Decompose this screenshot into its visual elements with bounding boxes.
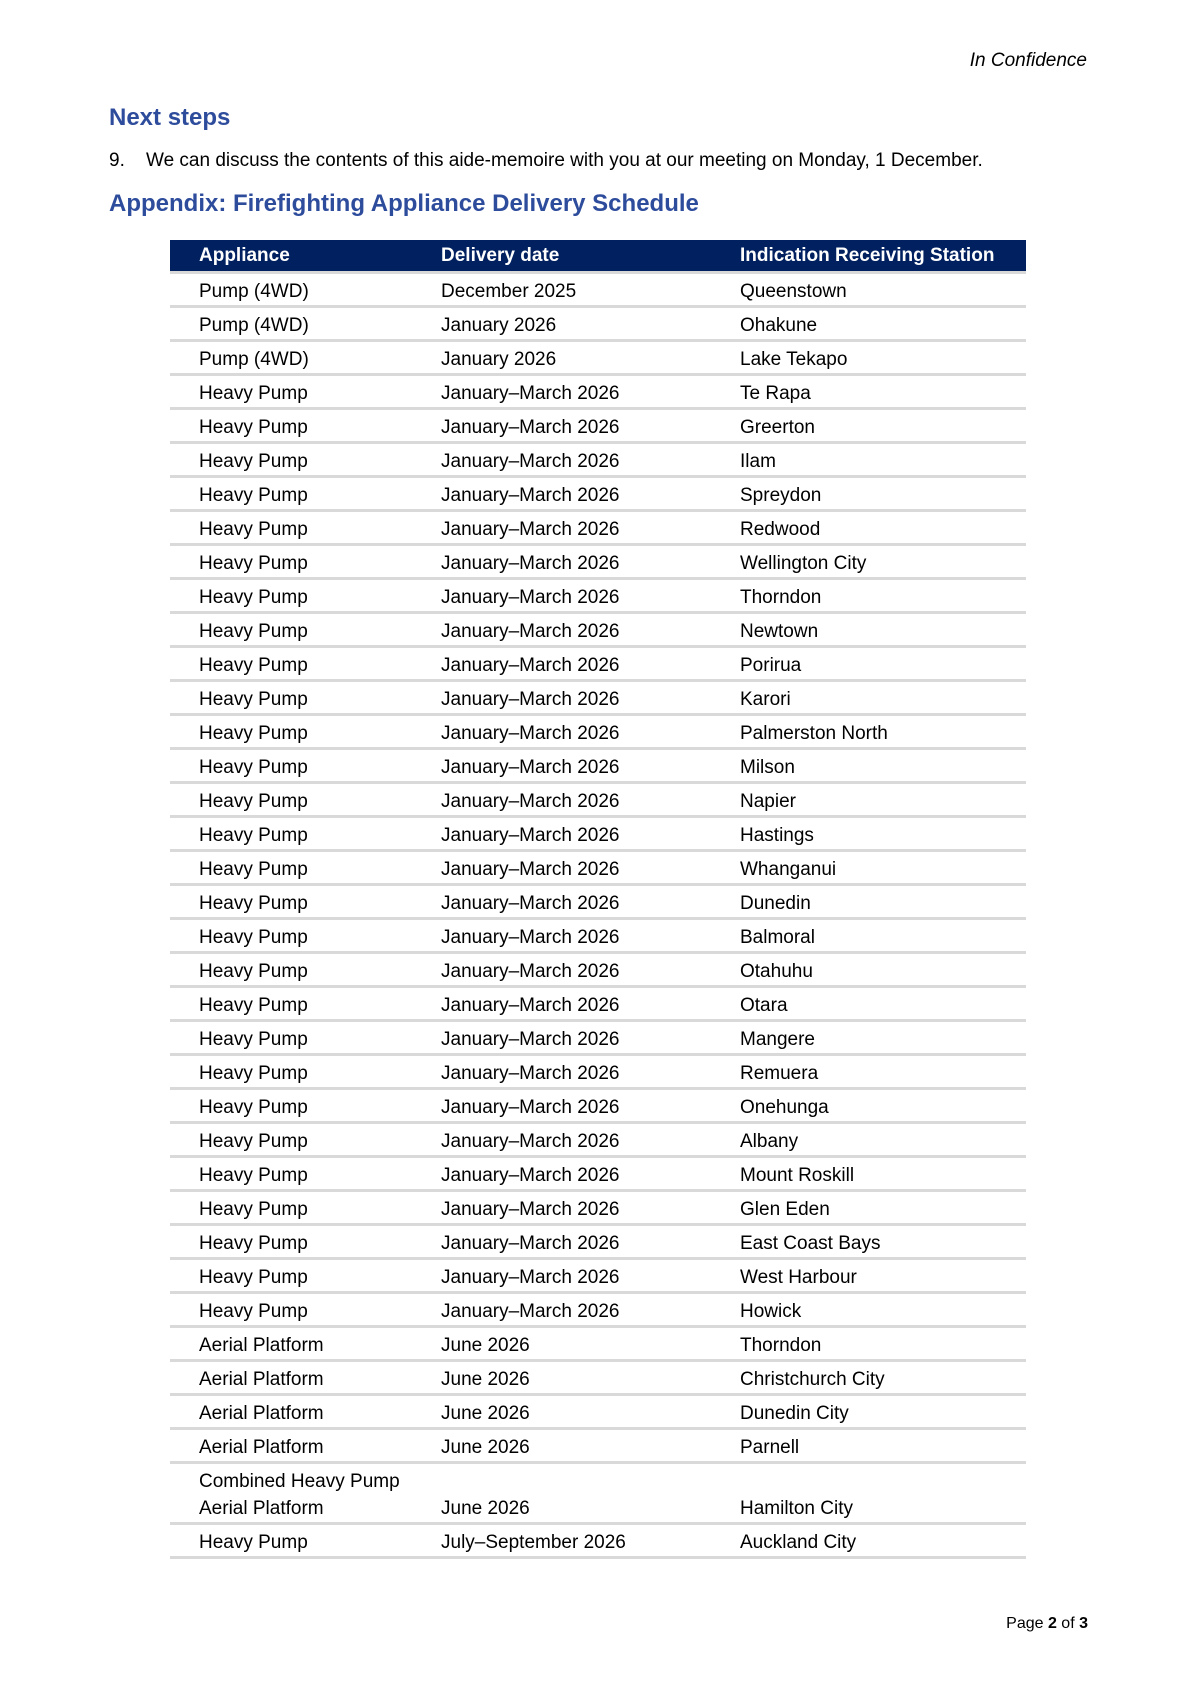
delivery-date-cell: January–March 2026 [412, 579, 711, 613]
table-row [170, 817, 1026, 851]
delivery-date-cell: January–March 2026 [412, 545, 711, 579]
delivery-date-cell: January–March 2026 [412, 1225, 711, 1259]
station-cell: Glen Eden [711, 1191, 1026, 1225]
table-row [170, 273, 1026, 307]
station-cell: Otahuhu [711, 953, 1026, 987]
station-cell: Spreydon [711, 477, 1026, 511]
next-steps-heading: Next steps [109, 104, 231, 131]
delivery-date-cell: January–March 2026 [412, 375, 711, 409]
next-steps-item [109, 150, 983, 172]
appliance-cell: Heavy Pump [170, 817, 412, 851]
appliance-cell: Heavy Pump [170, 613, 412, 647]
appliance-cell: Heavy Pump [170, 1225, 412, 1259]
table-row [170, 885, 1026, 919]
station-cell: Hastings [711, 817, 1026, 851]
table-row [170, 1123, 1026, 1157]
table-row [170, 647, 1026, 681]
table-row [170, 307, 1026, 341]
appliance-cell: Heavy Pump [170, 375, 412, 409]
delivery-date-cell: January–March 2026 [412, 783, 711, 817]
appliance-cell: Heavy Pump [170, 1293, 412, 1327]
appliance-cell: Heavy Pump [170, 681, 412, 715]
column-header-station: Indication Receiving Station [711, 240, 1026, 273]
table-row [170, 987, 1026, 1021]
page-current: 2 [1047, 1615, 1057, 1632]
station-cell: West Harbour [711, 1259, 1026, 1293]
appliance-cell: Heavy Pump [170, 477, 412, 511]
table-row [170, 1361, 1026, 1395]
delivery-date-cell: June 2026 [412, 1395, 711, 1429]
station-cell: Whanganui [711, 851, 1026, 885]
table-row [170, 1327, 1026, 1361]
table-row [170, 375, 1026, 409]
delivery-date-cell: January–March 2026 [412, 817, 711, 851]
appliance-cell: Pump (4WD) [170, 341, 412, 375]
station-cell: Onehunga [711, 1089, 1026, 1123]
delivery-date-cell: January–March 2026 [412, 987, 711, 1021]
station-cell: Lake Tekapo [711, 341, 1026, 375]
table-row [170, 1259, 1026, 1293]
table-row [170, 511, 1026, 545]
station-cell: Wellington City [711, 545, 1026, 579]
station-cell: Ohakune [711, 307, 1026, 341]
page-total: 3 [1079, 1615, 1088, 1632]
table-row [170, 341, 1026, 375]
delivery-date-cell: January 2026 [412, 307, 711, 341]
table-row [170, 443, 1026, 477]
table-row [170, 409, 1026, 443]
table-row [170, 953, 1026, 987]
station-cell: Thorndon [711, 1327, 1026, 1361]
appliance-cell: Heavy Pump [170, 749, 412, 783]
table-row [170, 1395, 1026, 1429]
delivery-date-cell: January–March 2026 [412, 443, 711, 477]
station-cell: Karori [711, 681, 1026, 715]
station-cell: Milson [711, 749, 1026, 783]
appliance-cell: Heavy Pump [170, 579, 412, 613]
table-row [170, 545, 1026, 579]
station-cell: Palmerston North [711, 715, 1026, 749]
page-of: of [1056, 1615, 1080, 1632]
table-row [170, 1157, 1026, 1191]
table-row [170, 1191, 1026, 1225]
delivery-date-cell: January–March 2026 [412, 1123, 711, 1157]
station-cell: Mount Roskill [711, 1157, 1026, 1191]
delivery-date-cell: January–March 2026 [412, 885, 711, 919]
classification-label: In Confidence [969, 50, 1087, 71]
table-header-row [170, 240, 1026, 273]
delivery-date-cell: January–March 2026 [412, 1089, 711, 1123]
appliance-cell: Heavy Pump [170, 885, 412, 919]
station-cell: Ilam [711, 443, 1026, 477]
delivery-date-cell: January 2026 [412, 341, 711, 375]
station-cell: Napier [711, 783, 1026, 817]
station-cell: Dunedin [711, 885, 1026, 919]
appliance-cell: Heavy Pump [170, 1191, 412, 1225]
delivery-date-cell: January–March 2026 [412, 613, 711, 647]
delivery-date-cell: June 2026 [412, 1361, 711, 1395]
table-row [170, 783, 1026, 817]
station-cell: Albany [711, 1123, 1026, 1157]
table-row [170, 1293, 1026, 1327]
station-cell: Christchurch City [711, 1361, 1026, 1395]
table-row [170, 749, 1026, 783]
station-cell: East Coast Bays [711, 1225, 1026, 1259]
table-row [170, 1021, 1026, 1055]
appliance-cell: Heavy Pump [170, 1089, 412, 1123]
station-cell: Mangere [711, 1021, 1026, 1055]
station-cell: Greerton [711, 409, 1026, 443]
appliance-cell: Heavy Pump [170, 511, 412, 545]
station-cell: Balmoral [711, 919, 1026, 953]
delivery-date-cell: January–March 2026 [412, 409, 711, 443]
appliance-cell: Aerial Platform [170, 1327, 412, 1361]
station-cell: Thorndon [711, 579, 1026, 613]
table-row [170, 681, 1026, 715]
station-cell: Parnell [711, 1429, 1026, 1463]
delivery-date-cell: January–March 2026 [412, 749, 711, 783]
appliance-cell: Heavy Pump [170, 953, 412, 987]
delivery-date-cell: January–March 2026 [412, 1055, 711, 1089]
page-number [1006, 1615, 1088, 1633]
table-row [170, 1055, 1026, 1089]
appliance-cell: Pump (4WD) [170, 273, 412, 307]
appliance-cell: Heavy Pump [170, 1524, 412, 1558]
delivery-date-cell: January–March 2026 [412, 953, 711, 987]
appliance-cell: Heavy Pump [170, 443, 412, 477]
appliance-cell: Heavy Pump [170, 987, 412, 1021]
table-row [170, 1089, 1026, 1123]
appliance-cell: Combined Heavy Pump Aerial Platform [170, 1463, 412, 1524]
station-cell: Otara [711, 987, 1026, 1021]
station-cell: Auckland City [711, 1524, 1026, 1558]
appliance-cell: Aerial Platform [170, 1361, 412, 1395]
station-cell: Newtown [711, 613, 1026, 647]
appliance-cell: Heavy Pump [170, 715, 412, 749]
delivery-date-cell: June 2026 [412, 1463, 711, 1524]
delivery-date-cell: January–March 2026 [412, 919, 711, 953]
appliance-cell: Aerial Platform [170, 1429, 412, 1463]
delivery-date-cell: January–March 2026 [412, 1259, 711, 1293]
table-row [170, 477, 1026, 511]
delivery-date-cell: January–March 2026 [412, 715, 711, 749]
appliance-cell: Pump (4WD) [170, 307, 412, 341]
appliance-cell: Heavy Pump [170, 647, 412, 681]
table-row [170, 1225, 1026, 1259]
delivery-date-cell: July–September 2026 [412, 1524, 711, 1558]
table-row [170, 919, 1026, 953]
station-cell: Remuera [711, 1055, 1026, 1089]
station-cell: Howick [711, 1293, 1026, 1327]
appliance-cell: Heavy Pump [170, 409, 412, 443]
delivery-date-cell: January–March 2026 [412, 1021, 711, 1055]
page-prefix: Page [1006, 1615, 1048, 1632]
delivery-date-cell: January–March 2026 [412, 511, 711, 545]
delivery-date-cell: January–March 2026 [412, 647, 711, 681]
table-row [170, 613, 1026, 647]
delivery-date-cell: June 2026 [412, 1429, 711, 1463]
delivery-date-cell: January–March 2026 [412, 1157, 711, 1191]
appliance-cell: Heavy Pump [170, 1055, 412, 1089]
delivery-date-cell: January–March 2026 [412, 1191, 711, 1225]
item-text: We can discuss the contents of this aide-memoire with you at our meeting on Monday, 1 December. [146, 150, 983, 171]
station-cell: Dunedin City [711, 1395, 1026, 1429]
appliance-cell: Heavy Pump [170, 1123, 412, 1157]
delivery-date-cell: January–March 2026 [412, 1293, 711, 1327]
table-row [170, 1524, 1026, 1558]
appliance-cell: Heavy Pump [170, 1157, 412, 1191]
delivery-date-cell: December 2025 [412, 273, 711, 307]
delivery-date-cell: January–March 2026 [412, 851, 711, 885]
station-cell: Porirua [711, 647, 1026, 681]
table-row [170, 851, 1026, 885]
appliance-cell: Heavy Pump [170, 783, 412, 817]
station-cell: Te Rapa [711, 375, 1026, 409]
delivery-date-cell: June 2026 [412, 1327, 711, 1361]
station-cell: Hamilton City [711, 1463, 1026, 1524]
delivery-schedule-table [170, 240, 1026, 1559]
table-row [170, 1429, 1026, 1463]
appliance-cell: Heavy Pump [170, 545, 412, 579]
appliance-cell: Heavy Pump [170, 1259, 412, 1293]
appliance-cell: Aerial Platform [170, 1395, 412, 1429]
appliance-cell: Heavy Pump [170, 1021, 412, 1055]
station-cell: Redwood [711, 511, 1026, 545]
item-number: 9. [109, 150, 125, 171]
appliance-cell: Heavy Pump [170, 851, 412, 885]
appendix-heading: Appendix: Firefighting Appliance Delivery Schedule [109, 190, 699, 217]
appliance-cell: Heavy Pump [170, 919, 412, 953]
station-cell: Queenstown [711, 273, 1026, 307]
table-row [170, 579, 1026, 613]
column-header-appliance: Appliance [170, 240, 412, 273]
table-row [170, 715, 1026, 749]
table-row [170, 1463, 1026, 1524]
column-header-delivery-date: Delivery date [412, 240, 711, 273]
delivery-date-cell: January–March 2026 [412, 477, 711, 511]
delivery-date-cell: January–March 2026 [412, 681, 711, 715]
